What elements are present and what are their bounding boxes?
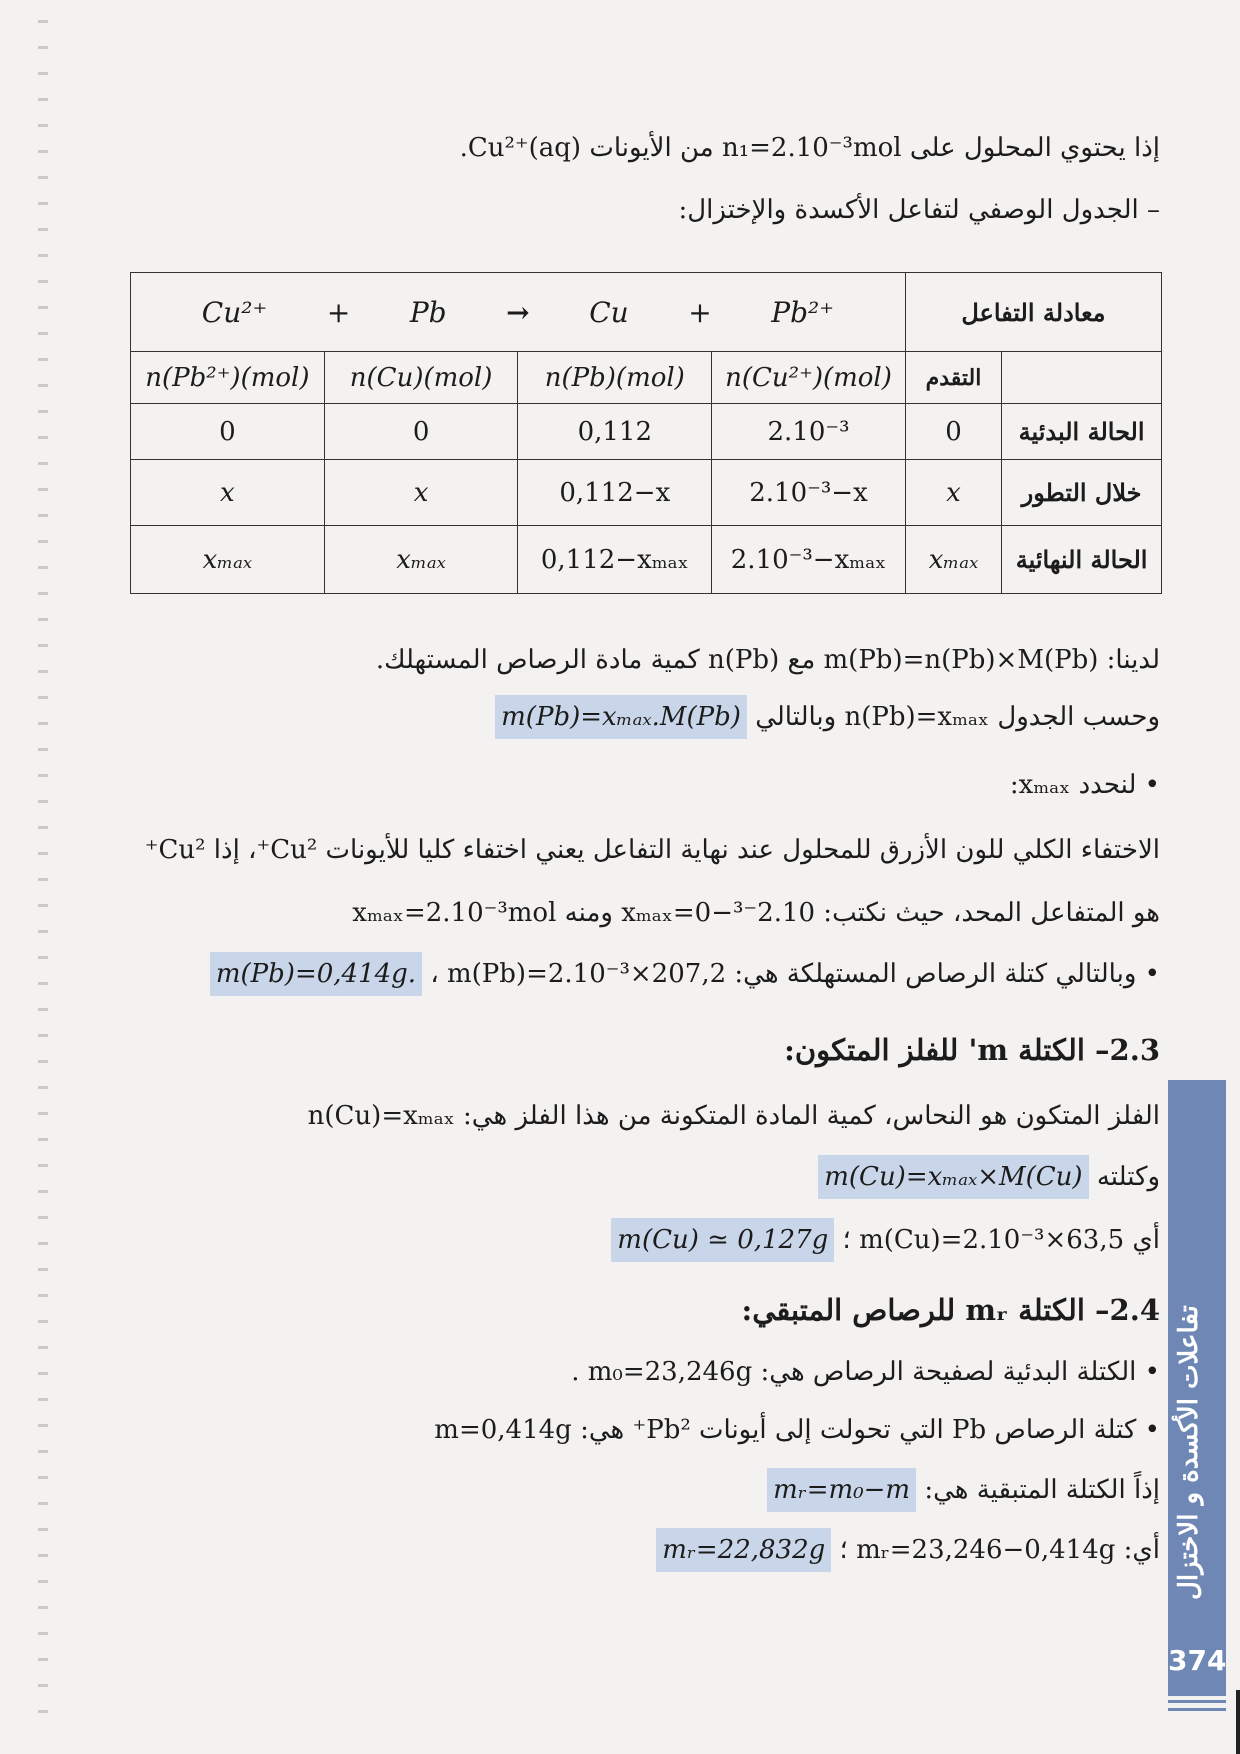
page-edge-mark <box>1236 1690 1240 1754</box>
reactant-pb: Pb <box>409 295 447 329</box>
chapter-title: تفاعلات الأكسدة و الاختزال <box>1174 1305 1204 1600</box>
bullet-item: • الكتلة البدئية لصفيحة الرصاص هي: m₀=23,246g . <box>120 1352 1160 1392</box>
highlighted-formula: mᵣ=m₀−m <box>767 1468 916 1512</box>
table-cell: xₘₐₓ <box>324 526 518 594</box>
empty-cell <box>1002 352 1162 404</box>
table-cell: 0,112 <box>518 404 712 460</box>
paragraph <box>120 1218 1160 1262</box>
table-row <box>131 460 1162 526</box>
paragraph-text: إذاً الكتلة المتبقية هي: <box>924 1475 1160 1505</box>
column-header: n(Pb²⁺)(mol) <box>131 352 325 404</box>
binding-edge <box>38 20 48 1720</box>
highlighted-formula: mᵣ=22,832g <box>656 1528 831 1572</box>
row-label: الحالة البدئية <box>1002 404 1162 460</box>
bullet-item: • لنحدد xₘₐₓ: <box>120 765 1160 805</box>
table-row <box>131 526 1162 594</box>
paragraph: الفلز المتكون هو النحاس، كمية المادة المتكونة من هذا الفلز هي: n(Cu)=xₘₐₓ <box>307 1101 1160 1131</box>
column-header: n(Pb)(mol) <box>518 352 712 404</box>
reaction-arrow: → <box>506 295 530 329</box>
section-heading: 2.4– الكتلة mᵣ للرصاص المتبقي: <box>741 1293 1160 1327</box>
table-cell: 0,112−xₘₐₓ <box>518 526 712 594</box>
divider <box>1168 1708 1226 1711</box>
table-cell: 2.10⁻³ <box>712 404 906 460</box>
highlighted-formula: m(Pb)=0,414g. <box>210 952 422 996</box>
highlighted-formula: m(Cu) ≃ 0,127g <box>611 1218 834 1262</box>
plus-sign: + <box>688 295 712 329</box>
reaction-equation <box>131 273 906 352</box>
intro-line: إذا يحتوي المحلول على n₁=2.10⁻³mol من الأيونات Cu²⁺(aq). <box>459 133 1160 163</box>
descriptive-table <box>130 272 1162 594</box>
bullet-item <box>120 952 1160 996</box>
paragraph <box>120 695 1160 739</box>
row-label: الحالة النهائية <box>1002 526 1162 594</box>
column-header: n(Cu²⁺)(mol) <box>712 352 906 404</box>
table-cell: xₘₐₓ <box>131 526 325 594</box>
table-cell: 2.10⁻³−x <box>712 460 906 526</box>
divider <box>1168 1700 1226 1703</box>
equation-label: معادلة التفاعل <box>905 273 1161 352</box>
table-cell: 2.10⁻³−xₘₐₓ <box>712 526 906 594</box>
section-heading: 2.3– الكتلة m' للفلز المتكون: <box>784 1033 1160 1067</box>
product-cu: Cu <box>589 295 629 329</box>
table-cell: 0 <box>324 404 518 460</box>
reactant-cu-ion: Cu²⁺ <box>201 295 268 329</box>
plus-sign: + <box>326 295 351 329</box>
paragraph-text: وكتلته <box>1096 1162 1160 1192</box>
paragraph <box>120 1155 1160 1199</box>
bullet-item: • كتلة الرصاص Pb التي تحولت إلى أيونات Pb²⁺ هي: m=0,414g <box>120 1410 1160 1450</box>
advance-cell: 0 <box>905 404 1001 460</box>
advance-cell: xₘₐₓ <box>905 526 1001 594</box>
paragraph-text: أي: mᵣ=23,246−0,414g ؛ <box>839 1535 1160 1565</box>
paragraph: لدينا: m(Pb)=n(Pb)×M(Pb) مع n(Pb) كمية مادة الرصاص المستهلك. <box>375 645 1160 675</box>
highlighted-formula: m(Cu)=xₘₐₓ×M(Cu) <box>818 1155 1088 1199</box>
highlighted-formula: m(Pb)=xₘₐₓ.M(Pb) <box>495 695 747 739</box>
paragraph: الاختفاء الكلي للون الأزرق للمحلول عند نهاية التفاعل يعني اختفاء كليا للأيونات Cu²⁺، إذا Cu²⁺ <box>144 835 1160 865</box>
advance-label: التقدم <box>905 352 1001 404</box>
table-cell: x <box>324 460 518 526</box>
advance-cell: x <box>905 460 1001 526</box>
paragraph <box>120 1528 1160 1572</box>
table-cell: 0,112−x <box>518 460 712 526</box>
paragraph-text: أي m(Cu)=2.10⁻³×63,5 ؛ <box>842 1225 1160 1255</box>
page-number: 374 <box>1168 1626 1226 1696</box>
table-cell: 0 <box>131 404 325 460</box>
paragraph: هو المتفاعل المحد، حيث نكتب: 2.10⁻³−xₘₐₓ=0 ومنه xₘₐₓ=2.10⁻³mol <box>352 898 1160 928</box>
table-row <box>131 404 1162 460</box>
product-pb-ion: Pb²⁺ <box>771 295 835 329</box>
paragraph <box>120 1468 1160 1512</box>
table-cell: x <box>131 460 325 526</box>
paragraph-text: وبالتالي كتلة الرصاص المستهلكة هي: m(Pb)=2.10⁻³×207,2 ، <box>430 959 1137 989</box>
table-caption: – الجدول الوصفي لتفاعل الأكسدة والإختزال: <box>678 195 1160 225</box>
paragraph-text: وحسب الجدول n(Pb)=xₘₐₓ وبالتالي <box>755 702 1160 732</box>
column-header: n(Cu)(mol) <box>324 352 518 404</box>
row-label: خلال التطور <box>1002 460 1162 526</box>
